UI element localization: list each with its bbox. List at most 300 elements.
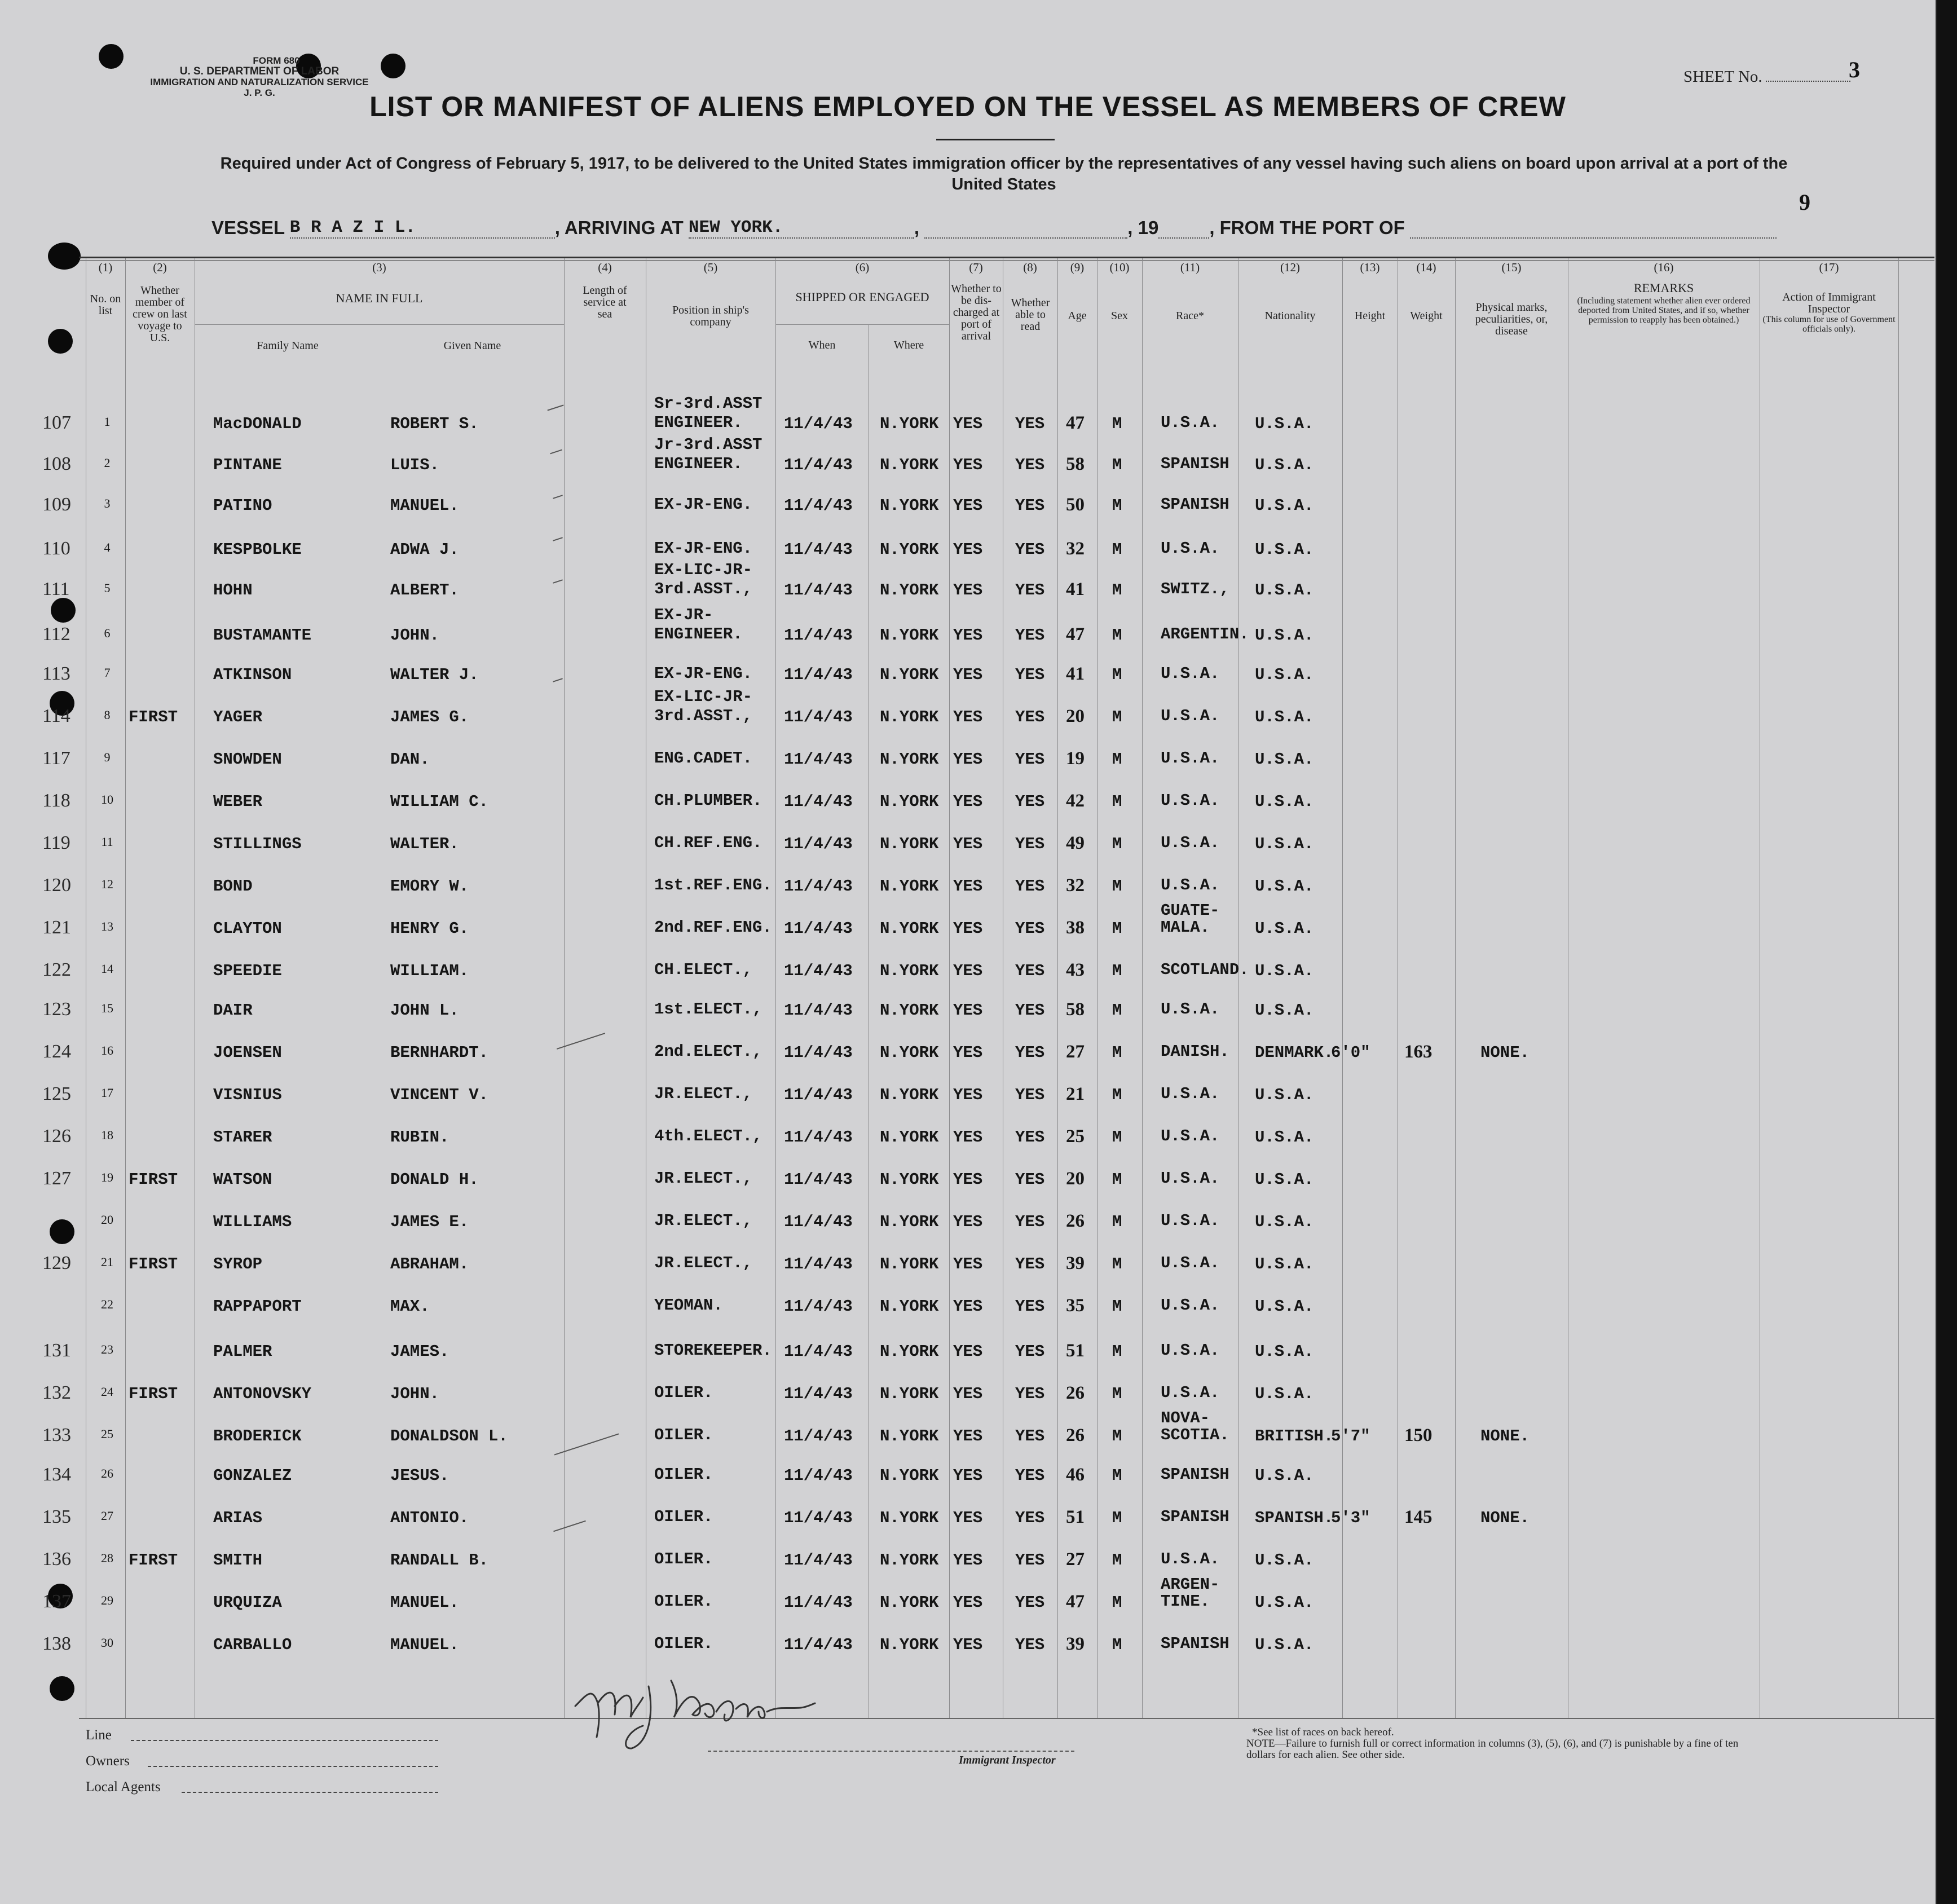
table-row [0, 792, 1936, 826]
discharged: YES [953, 962, 983, 980]
list-number: 19 [101, 1170, 113, 1184]
shipped-where: N.YORK [880, 1255, 939, 1273]
table-row [0, 1213, 1936, 1246]
given-name: RUBIN. [390, 1128, 449, 1147]
sex: M [1112, 540, 1122, 559]
list-number: 28 [101, 1551, 113, 1565]
line-number: 125 [42, 1083, 71, 1104]
inspector-signature-line [708, 1751, 1074, 1752]
shipped-where: N.YORK [880, 1001, 939, 1020]
family-name: ANTONOVSKY [213, 1385, 312, 1403]
shipped-when: 11/4/43 [784, 708, 853, 726]
age: 20 [1066, 706, 1085, 726]
form-number: FORM 680 [253, 55, 300, 66]
arriving-value: NEW YORK. [689, 218, 914, 239]
family-name: RAPPAPORT [213, 1297, 302, 1316]
race: U.S.A. [1161, 1085, 1220, 1103]
race-note: *See list of races on back hereof. [1252, 1726, 1394, 1738]
sex: M [1112, 1043, 1122, 1062]
col-14-number: (14) [1416, 261, 1436, 274]
nationality: U.S.A. [1255, 750, 1314, 769]
sheet-label: SHEET No. [1683, 68, 1762, 86]
col-12-number: (12) [1280, 261, 1300, 274]
sex: M [1112, 626, 1122, 645]
sex: M [1112, 1385, 1122, 1403]
age: 41 [1066, 664, 1085, 684]
discharged: YES [953, 1043, 983, 1062]
able-to-read: YES [1015, 962, 1045, 980]
punch-hole [48, 329, 73, 354]
vessel-line: VESSEL B R A Z I L. , ARRIVING AT NEW YORK. , , 19 , FROM THE PORT OF [211, 217, 1791, 239]
given-name: DONALDSON L. [390, 1427, 508, 1445]
sex: M [1112, 1213, 1122, 1231]
line-number: 126 [42, 1126, 71, 1147]
given-name: ABRAHAM. [390, 1255, 469, 1273]
col-7-heading: Whether to be dis-charged at port of arrival [951, 283, 1002, 342]
age: 35 [1066, 1295, 1085, 1316]
col-9-number: (9) [1070, 261, 1085, 274]
last-voyage: FIRST [129, 1551, 178, 1570]
position: EX-JR-ENG. [654, 495, 753, 514]
position: 3rd.ASST., [654, 707, 753, 725]
discharged: YES [953, 1255, 983, 1273]
col-8-number: (8) [1023, 261, 1037, 274]
age: 49 [1066, 833, 1085, 853]
shipped-when: 11/4/43 [784, 1297, 853, 1316]
shipped-where: N.YORK [880, 540, 939, 559]
shipped-when: 11/4/43 [784, 1170, 853, 1189]
line-number: 109 [42, 494, 71, 515]
service: IMMIGRATION AND NATURALIZATION SERVICE [150, 77, 369, 87]
table-row [0, 877, 1936, 911]
nationality: SPANISH. [1255, 1509, 1334, 1527]
discharged: YES [953, 1466, 983, 1485]
shipped-when: 11/4/43 [784, 750, 853, 769]
list-number: 25 [101, 1427, 113, 1441]
col-13-number: (13) [1360, 261, 1380, 274]
name-subrule [195, 324, 564, 325]
shipped-where: N.YORK [880, 626, 939, 645]
physical-marks: NONE. [1480, 1043, 1530, 1062]
race: ARGEN- [1161, 1575, 1220, 1594]
shipped-when: 11/4/43 [784, 1427, 853, 1445]
discharged: YES [953, 581, 983, 600]
given-name: BERNHARDT. [390, 1043, 489, 1062]
col-7-number: (7) [969, 261, 983, 274]
nationality: U.S.A. [1255, 1086, 1314, 1104]
position: ENGINEER. [654, 455, 743, 473]
age: 51 [1066, 1507, 1085, 1527]
sex: M [1112, 962, 1122, 980]
department: U. S. DEPARTMENT OF LABOR [179, 65, 340, 77]
position: JR.ELECT., [654, 1211, 753, 1230]
list-number: 24 [101, 1385, 113, 1399]
line-number: 123 [42, 999, 71, 1020]
col-10-heading: Sex [1111, 310, 1128, 322]
able-to-read: YES [1015, 581, 1045, 600]
last-voyage: FIRST [129, 1255, 178, 1273]
family-name: KESPBOLKE [213, 540, 302, 559]
family-name: PALMER [213, 1342, 272, 1361]
race-line-2: SCOTIA. [1161, 1426, 1229, 1444]
age: 58 [1066, 999, 1085, 1020]
able-to-read: YES [1015, 1385, 1045, 1403]
shipped-where: N.YORK [880, 708, 939, 726]
able-to-read: YES [1015, 415, 1045, 433]
last-voyage: FIRST [129, 1385, 178, 1403]
shipped-where: N.YORK [880, 792, 939, 811]
shipped-subrule [775, 324, 949, 325]
position: OILER. [654, 1426, 713, 1444]
age: 19 [1066, 748, 1085, 769]
line-number: 121 [42, 917, 71, 938]
position: OILER. [654, 1508, 713, 1526]
given-name: EMORY W. [390, 877, 469, 896]
race: SPANISH [1161, 495, 1229, 514]
family-name: JOENSEN [213, 1043, 282, 1062]
shipped-where: N.YORK [880, 665, 939, 684]
punch-hole [48, 243, 81, 270]
position-line-1: EX-LIC-JR- [654, 561, 753, 579]
discharged: YES [953, 1342, 983, 1361]
list-number: 18 [101, 1128, 113, 1142]
col-2-number: (2) [153, 261, 167, 274]
col-12-heading: Nationality [1264, 310, 1316, 322]
discharged: YES [953, 1213, 983, 1231]
race: U.S.A. [1161, 707, 1220, 725]
nationality: U.S.A. [1255, 919, 1314, 938]
inspector-label: Immigrant Inspector [959, 1754, 1056, 1766]
able-to-read: YES [1015, 456, 1045, 474]
race: U.S.A. [1161, 1169, 1220, 1188]
given-name: MANUEL. [390, 1593, 459, 1612]
owners-label: Owners [86, 1753, 130, 1769]
able-to-read: YES [1015, 1551, 1045, 1570]
age: 41 [1066, 579, 1085, 600]
shipped-where: N.YORK [880, 1128, 939, 1147]
given-name: ALBERT. [390, 581, 459, 600]
shipped-when: 11/4/43 [784, 1342, 853, 1361]
line-number: 108 [42, 453, 71, 474]
given-name: JOHN L. [390, 1001, 459, 1020]
punch-hole [99, 44, 124, 69]
shipped-where: N.YORK [880, 1509, 939, 1527]
able-to-read: YES [1015, 1509, 1045, 1527]
discharged: YES [953, 792, 983, 811]
local-agents-label: Local Agents [86, 1779, 161, 1795]
position: 1st.REF.ENG. [654, 876, 772, 894]
line-number: 138 [42, 1633, 71, 1654]
shipped-where: N.YORK [880, 1213, 939, 1231]
given-name: WALTER J. [390, 665, 479, 684]
sex: M [1112, 1001, 1122, 1020]
line-number: 113 [42, 663, 70, 684]
given-name: RANDALL B. [390, 1551, 489, 1570]
shipped-where: N.YORK [880, 750, 939, 769]
sex: M [1112, 415, 1122, 433]
table-row [0, 1170, 1936, 1204]
race: U.S.A. [1161, 1296, 1220, 1315]
year-field [1158, 237, 1209, 239]
family-name: SPEEDIE [213, 962, 282, 980]
family-name: DAIR [213, 1001, 253, 1020]
discharged: YES [953, 456, 983, 474]
table-top-rule [79, 257, 1934, 258]
discharged: YES [953, 1385, 983, 1403]
shipped-when: 11/4/43 [784, 1128, 853, 1147]
race: U.S.A. [1161, 1383, 1220, 1402]
position: STOREKEEPER. [654, 1341, 772, 1360]
line-number: 114 [42, 706, 70, 726]
shipped-when: 11/4/43 [784, 415, 853, 433]
sex: M [1112, 1342, 1122, 1361]
shipped-where: N.YORK [880, 1636, 939, 1654]
shipped-when: 11/4/43 [784, 1043, 853, 1062]
nationality: U.S.A. [1255, 1213, 1314, 1231]
nationality: U.S.A. [1255, 1170, 1314, 1189]
list-number: 6 [104, 626, 111, 640]
family-name: CLAYTON [213, 919, 282, 938]
shipped-where: N.YORK [880, 962, 939, 980]
able-to-read: YES [1015, 1297, 1045, 1316]
family-name: CARBALLO [213, 1636, 292, 1654]
discharged: YES [953, 1170, 983, 1189]
shipped-where: N.YORK [880, 456, 939, 474]
inspector-signature [564, 1664, 829, 1760]
discharged: YES [953, 496, 983, 515]
discharged: YES [953, 1509, 983, 1527]
title-rule [936, 139, 1055, 140]
shipped-when: 11/4/43 [784, 496, 853, 515]
nationality: BRITISH. [1255, 1427, 1334, 1445]
age: 39 [1066, 1634, 1085, 1654]
race: U.S.A. [1161, 1127, 1220, 1145]
shipped-where: N.YORK [880, 1086, 939, 1104]
nationality: U.S.A. [1255, 626, 1314, 645]
nationality: U.S.A. [1255, 496, 1314, 515]
shipped-where: N.YORK [880, 581, 939, 600]
physical-marks: NONE. [1480, 1427, 1530, 1445]
col-5-heading: Position in ship's company [672, 304, 749, 328]
list-number: 16 [101, 1043, 113, 1057]
nationality: DENMARK. [1255, 1043, 1334, 1062]
arriving-label: , ARRIVING AT [554, 217, 684, 238]
position: 3rd.ASST., [654, 580, 753, 598]
shipped-when: 11/4/43 [784, 1466, 853, 1485]
given-name: ADWA J. [390, 540, 459, 559]
table-row [0, 394, 1936, 448]
family-name: PINTANE [213, 456, 282, 474]
table-row [0, 606, 1936, 660]
sex: M [1112, 1170, 1122, 1189]
line-number: 107 [42, 412, 71, 433]
race-line-2: MALA. [1161, 918, 1210, 937]
sex: M [1112, 1636, 1122, 1654]
from-port-field [1410, 237, 1777, 239]
given-name: WILLIAM C. [390, 792, 489, 811]
col-4-number: (4) [598, 261, 612, 274]
age: 32 [1066, 539, 1085, 559]
table-row [0, 561, 1936, 615]
line-number: 110 [42, 538, 70, 559]
shipped-when: 11/4/43 [784, 1551, 853, 1570]
age: 32 [1066, 875, 1085, 896]
line-number: 119 [42, 832, 70, 853]
shipped-when: 11/4/43 [784, 1255, 853, 1273]
shipped-when: 11/4/43 [784, 626, 853, 645]
col-6-number: (6) [855, 261, 870, 274]
list-number: 3 [104, 496, 111, 510]
position: ENGINEER. [654, 413, 743, 432]
age: 38 [1066, 918, 1085, 938]
given-name: LUIS. [390, 456, 440, 474]
table-row [0, 1633, 1936, 1669]
age: 58 [1066, 454, 1085, 474]
table-row [0, 540, 1936, 574]
col-16-note: (Including statement whether alien ever ordered deported from United States, and if so, whether permission to reapply has been obtained.) [1577, 296, 1751, 325]
shipped-when: 11/4/43 [784, 1086, 853, 1104]
shipped-where: N.YORK [880, 1385, 939, 1403]
age: 20 [1066, 1169, 1085, 1189]
table-row [0, 1083, 1936, 1120]
col-16-heading: REMARKS [1633, 281, 1694, 295]
shipped-where-heading: Where [893, 339, 924, 351]
race: SPANISH [1161, 1465, 1229, 1484]
race-line-2: TINE. [1161, 1592, 1210, 1611]
line-number: 131 [42, 1340, 71, 1361]
shipped-where: N.YORK [880, 919, 939, 938]
table-row [0, 1297, 1936, 1331]
vessel-label: VESSEL [211, 217, 285, 238]
list-number: 7 [104, 665, 111, 680]
family-name: SMITH [213, 1551, 263, 1570]
list-number: 9 [104, 750, 111, 764]
race: ARGENTIN. [1161, 625, 1249, 644]
position: 2nd.ELECT., [654, 1042, 762, 1061]
line-number: 137 [42, 1591, 71, 1612]
line-label: Line [86, 1727, 112, 1743]
able-to-read: YES [1015, 750, 1045, 769]
able-to-read: YES [1015, 1636, 1045, 1654]
able-to-read: YES [1015, 1001, 1045, 1020]
corner-mark: 9 [1799, 189, 1810, 215]
table-row [0, 1575, 1936, 1627]
sex: M [1112, 1509, 1122, 1527]
col-11-heading: Race* [1176, 310, 1204, 322]
able-to-read: YES [1015, 877, 1045, 896]
table-row [0, 1382, 1936, 1418]
position: YEOMAN. [654, 1296, 723, 1315]
race: U.S.A. [1161, 876, 1220, 894]
age: 27 [1066, 1549, 1085, 1570]
col-6-heading: SHIPPED OR ENGAGED [795, 290, 929, 304]
shipped-when: 11/4/43 [784, 1001, 853, 1020]
race: U.S.A. [1161, 1211, 1220, 1230]
race: NOVA- [1161, 1409, 1210, 1427]
nationality: U.S.A. [1255, 1636, 1314, 1654]
age: 50 [1066, 495, 1085, 515]
nationality: U.S.A. [1255, 1128, 1314, 1147]
subtitle: Required under Act of Congress of February 5, 1917, to be delivered to the United States immigration officer by the representatives of any vessel having such aliens on board upon arrival at a port of the United States [220, 155, 1788, 193]
family-name: MacDONALD [213, 415, 302, 433]
position: JR.ELECT., [654, 1169, 753, 1188]
discharged: YES [953, 919, 983, 938]
sex: M [1112, 665, 1122, 684]
list-number: 15 [101, 1001, 113, 1015]
nationality: U.S.A. [1255, 792, 1314, 811]
col-11-number: (11) [1180, 261, 1200, 274]
weight: 150 [1404, 1425, 1433, 1445]
age: 51 [1066, 1341, 1085, 1361]
weight: 163 [1404, 1042, 1433, 1062]
weight: 145 [1404, 1507, 1433, 1527]
table-row [0, 959, 1936, 995]
shipped-when: 11/4/43 [784, 581, 853, 600]
col-3-number: (3) [372, 261, 386, 274]
given-name: JESUS. [390, 1466, 449, 1485]
discharged: YES [953, 750, 983, 769]
sex: M [1112, 750, 1122, 769]
nationality: U.S.A. [1255, 877, 1314, 896]
list-number: 1 [104, 415, 111, 429]
race: SWITZ., [1161, 580, 1229, 598]
col-16-number: (16) [1654, 261, 1674, 274]
line-number: 120 [42, 875, 71, 896]
shipped-where: N.YORK [880, 1427, 939, 1445]
discharged: YES [953, 626, 983, 645]
list-number: 26 [101, 1466, 113, 1480]
shipped-where: N.YORK [880, 496, 939, 515]
discharged: YES [953, 415, 983, 433]
nationality: U.S.A. [1255, 1385, 1314, 1403]
position: OILER. [654, 1634, 713, 1653]
nationality: U.S.A. [1255, 1466, 1314, 1485]
position: 4th.ELECT., [654, 1127, 762, 1145]
able-to-read: YES [1015, 1086, 1045, 1104]
discharged: YES [953, 835, 983, 853]
able-to-read: YES [1015, 540, 1045, 559]
sex: M [1112, 1255, 1122, 1273]
sex: M [1112, 1466, 1122, 1485]
list-number: 27 [101, 1509, 113, 1523]
able-to-read: YES [1015, 626, 1045, 645]
family-name: URQUIZA [213, 1593, 282, 1612]
col-17-heading: Action of Immigrant Inspector [1782, 291, 1876, 315]
nationality: U.S.A. [1255, 540, 1314, 559]
sex: M [1112, 877, 1122, 896]
position: 1st.ELECT., [654, 1000, 762, 1019]
list-number: 20 [101, 1213, 113, 1227]
given-name: DAN. [390, 750, 430, 769]
given-name: MAX. [390, 1297, 430, 1316]
able-to-read: YES [1015, 835, 1045, 853]
shipped-when: 11/4/43 [784, 877, 853, 896]
table-row [0, 1043, 1936, 1077]
able-to-read: YES [1015, 919, 1045, 938]
able-to-read: YES [1015, 1466, 1045, 1485]
given-name: DONALD H. [390, 1170, 479, 1189]
line-number: 111 [42, 579, 70, 600]
shipped-when: 11/4/43 [784, 792, 853, 811]
from-port-label: , FROM THE PORT OF [1209, 217, 1405, 238]
position: OILER. [654, 1592, 713, 1611]
list-number: 22 [101, 1297, 113, 1311]
nationality: U.S.A. [1255, 1342, 1314, 1361]
age: 26 [1066, 1211, 1085, 1231]
sex: M [1112, 1427, 1122, 1445]
given-name: JAMES G. [390, 708, 469, 726]
given-name: JOHN. [390, 1385, 440, 1403]
